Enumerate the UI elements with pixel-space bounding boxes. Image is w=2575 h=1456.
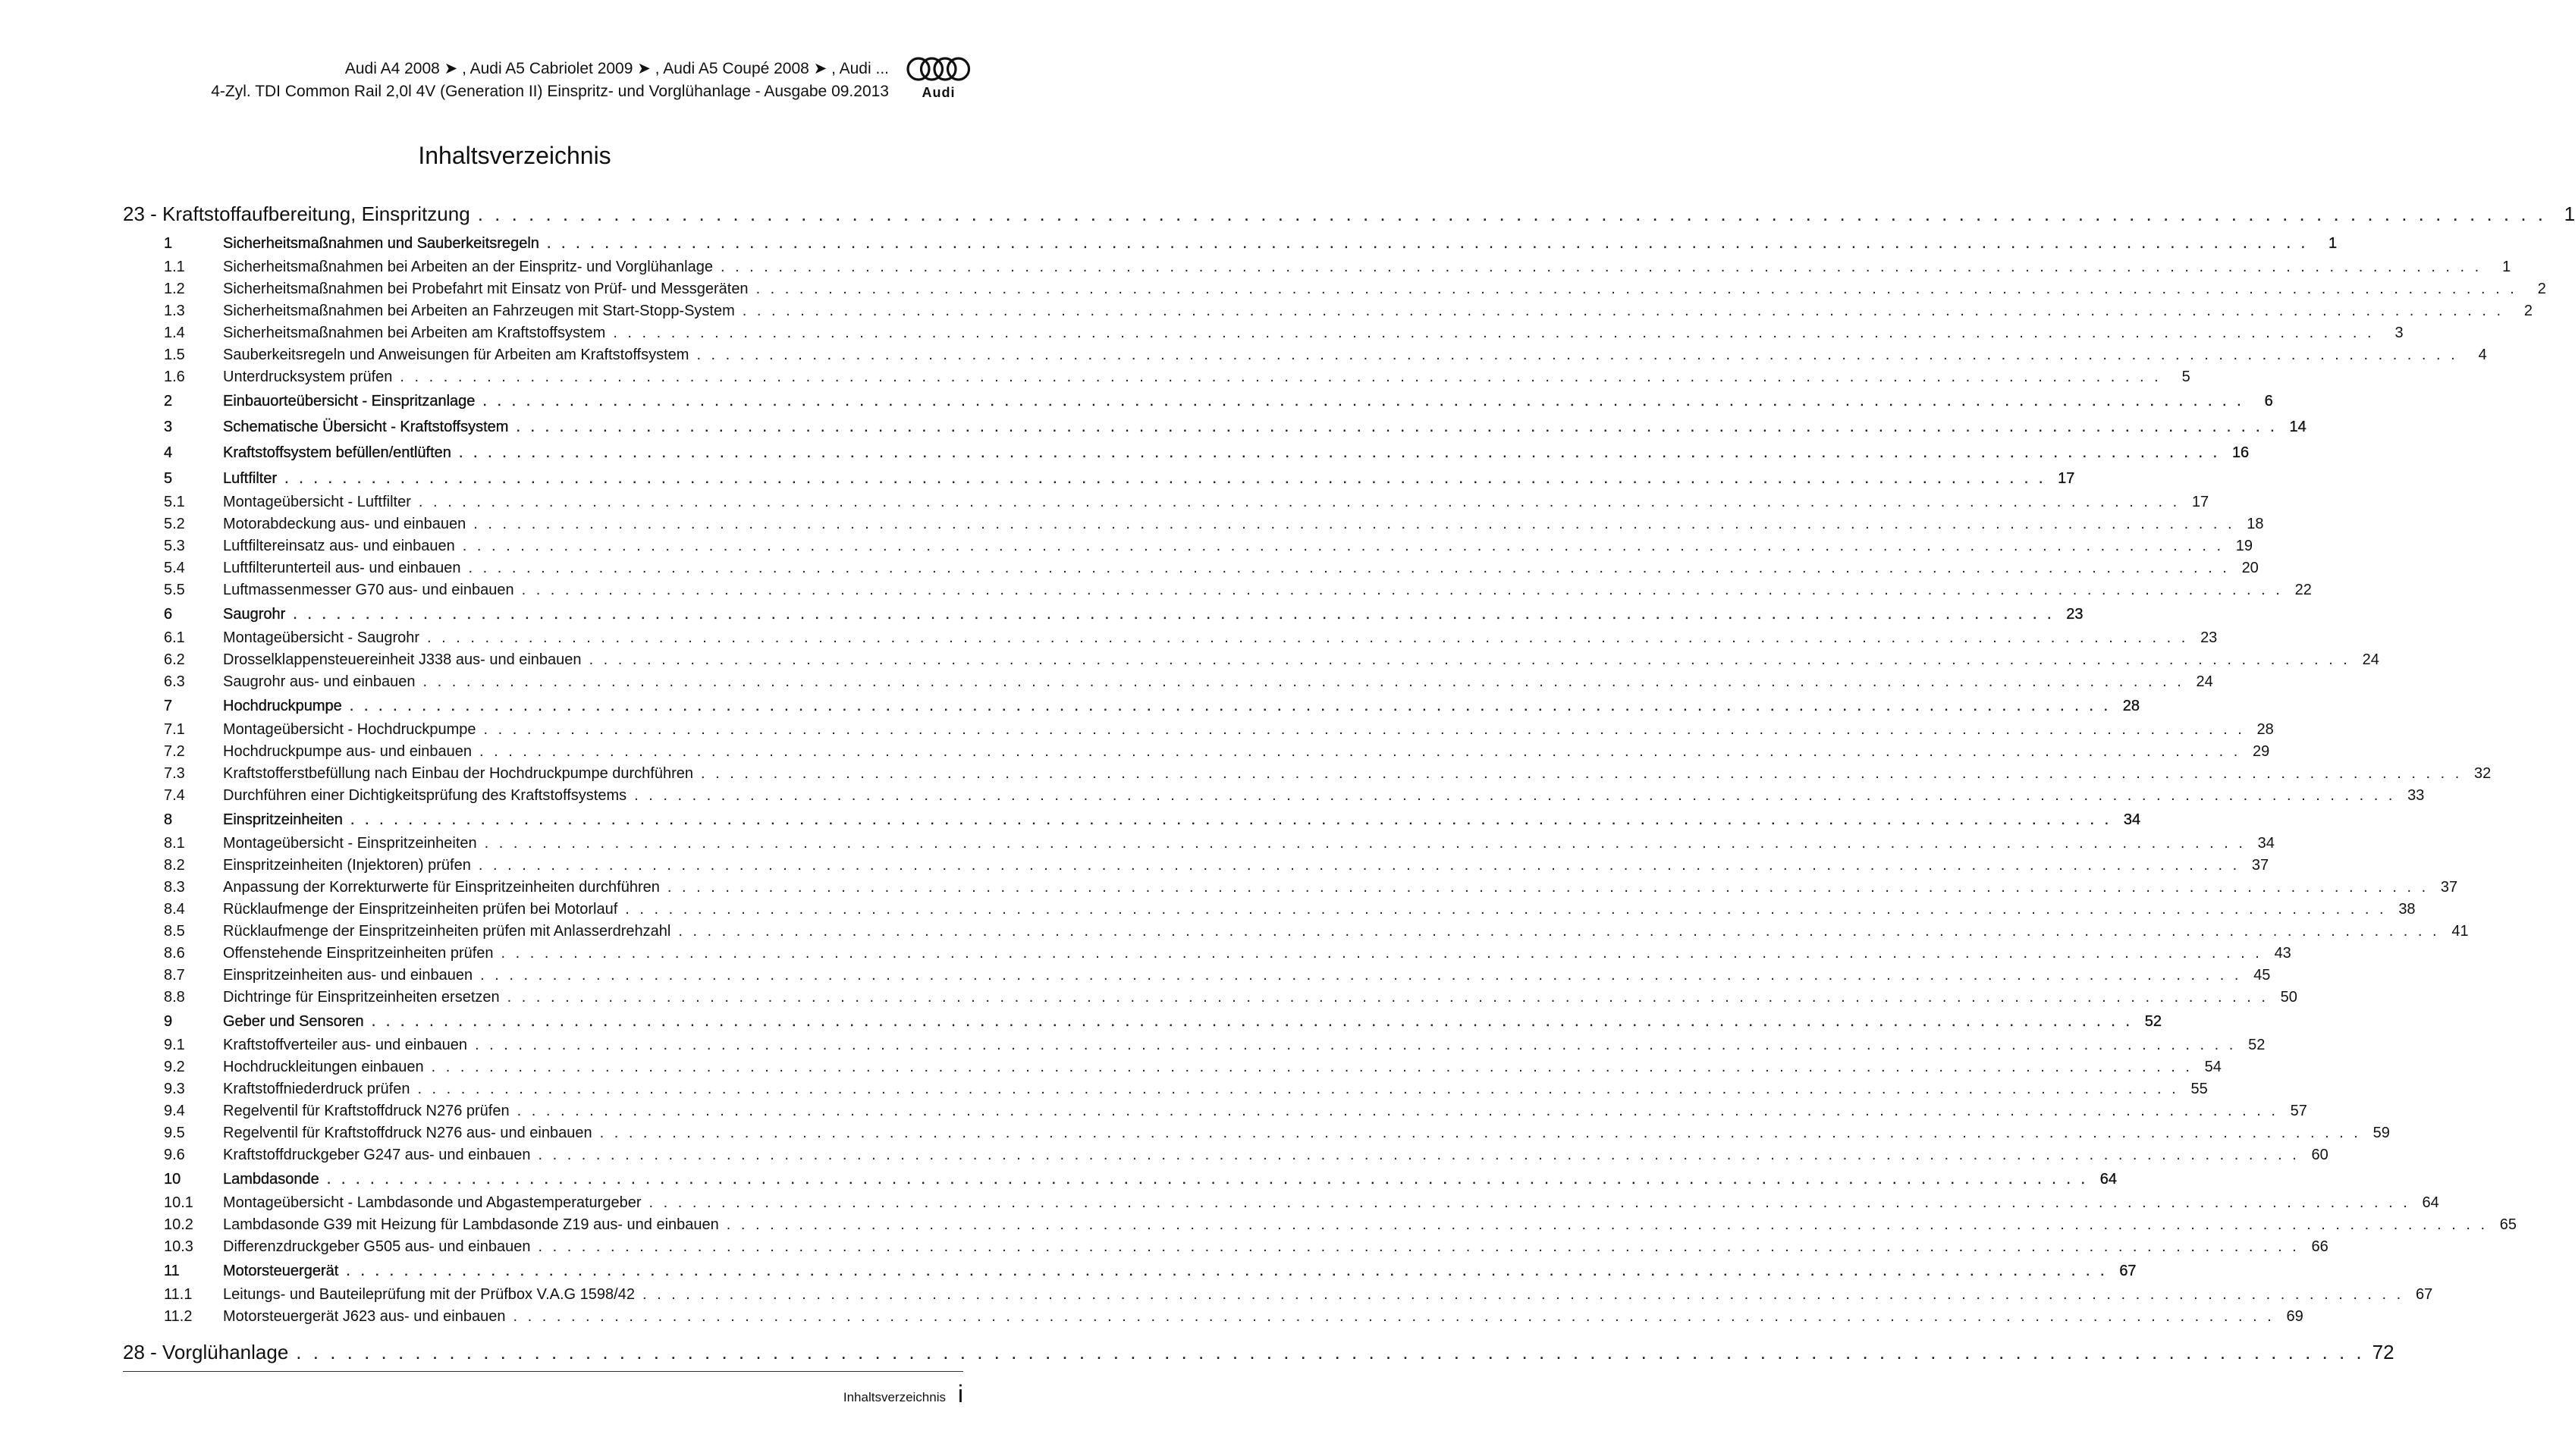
footer-page-number: i bbox=[957, 1380, 963, 1407]
toc-entry[interactable] bbox=[123, 1306, 2303, 1328]
toc-entry-number: 6 bbox=[164, 606, 173, 623]
toc-dot-leader bbox=[417, 1078, 2178, 1100]
toc-dot-leader bbox=[293, 601, 2054, 627]
toc-entry[interactable] bbox=[123, 877, 2458, 899]
toc-entry-title: Differenzdruckgeber G505 aus- und einbauen bbox=[223, 1238, 531, 1255]
toc-dot-leader bbox=[648, 1192, 2410, 1214]
toc-entry-page: 14 bbox=[2289, 419, 2307, 435]
toc-entry-title: Regelventil für Kraftstoffdruck N276 aus- und einbauen bbox=[223, 1125, 592, 1141]
toc-entry-number: 7.1 bbox=[164, 721, 185, 738]
toc-entry-number: 8.2 bbox=[164, 857, 185, 874]
toc-dot-leader bbox=[372, 1009, 2133, 1034]
toc-dot-leader bbox=[743, 300, 2504, 322]
toc-entry-page: 67 bbox=[2119, 1263, 2137, 1279]
toc-entry[interactable] bbox=[123, 693, 2140, 719]
toc-entry-page: 32 bbox=[2474, 765, 2492, 782]
toc-entry-page: 17 bbox=[2191, 494, 2209, 510]
toc-entry-title: Sicherheitsmaßnahmen bei Probefahrt mit Einsatz von Prüf- und Messgeräten bbox=[223, 281, 749, 297]
toc-entry-page: 34 bbox=[2257, 835, 2275, 852]
toc-dot-leader bbox=[522, 579, 2283, 601]
toc-entry-page: 1 bbox=[2502, 259, 2511, 275]
toc-entry-title: Luftfilterunterteil aus- und einbauen bbox=[223, 560, 461, 576]
toc-entry-number: 9.3 bbox=[164, 1081, 185, 1097]
toc-entry-number: 1.6 bbox=[164, 369, 185, 385]
toc-entry-number: 9.6 bbox=[164, 1147, 185, 1163]
toc-entry-title: Einspritzeinheiten bbox=[223, 811, 343, 828]
toc-entry-title: Regelventil für Kraftstoffdruck N276 prüfen bbox=[223, 1103, 510, 1119]
toc-entry[interactable] bbox=[123, 557, 2259, 579]
toc-dot-leader bbox=[469, 557, 2230, 579]
toc-entry[interactable] bbox=[123, 256, 2511, 278]
toc-dot-leader bbox=[634, 785, 2395, 807]
toc-entry-title: Durchführen einer Dichtigkeitsprüfung des Kraftstoffsystems bbox=[223, 787, 627, 804]
toc-entry-title: Einspritzeinheiten (Injektoren) prüfen bbox=[223, 857, 471, 874]
toc-entry[interactable] bbox=[123, 763, 2492, 785]
toc-entry[interactable] bbox=[123, 1034, 2266, 1056]
toc-entry[interactable] bbox=[123, 833, 2275, 855]
toc-entry-page: 18 bbox=[2247, 516, 2264, 532]
toc-entry[interactable] bbox=[123, 513, 2264, 535]
toc-dot-leader bbox=[701, 763, 2462, 785]
toc-entry-title: Luftfilter bbox=[223, 470, 278, 487]
audi-logo bbox=[906, 55, 971, 108]
toc-entry-title: Sauberkeitsregeln und Anweisungen für Arbeiten am Kraftstoffsystem bbox=[223, 347, 689, 363]
toc-entry-number: 11.1 bbox=[164, 1286, 193, 1303]
toc-entry-page: 43 bbox=[2274, 945, 2291, 962]
toc-entry[interactable] bbox=[123, 1144, 2328, 1166]
toc-dot-leader bbox=[513, 1306, 2274, 1328]
toc-entry[interactable] bbox=[123, 1236, 2328, 1258]
toc-entry[interactable] bbox=[123, 1284, 2433, 1306]
toc-entry-number: 1 bbox=[164, 235, 173, 252]
toc-entry-title: Montageübersicht - Hochdruckpumpe bbox=[223, 721, 476, 738]
toc-dot-leader bbox=[721, 256, 2482, 278]
toc-entry-number: 4 bbox=[164, 444, 173, 461]
toc-entry-title: Motorsteuergerät bbox=[223, 1263, 339, 1279]
toc-entry-page: 41 bbox=[2451, 923, 2469, 940]
toc-entry-title: Motorabdeckung aus- und einbauen bbox=[223, 516, 466, 532]
toc-entry-number: 7.4 bbox=[164, 787, 185, 804]
toc-entry[interactable] bbox=[123, 671, 2213, 693]
toc-dot-leader bbox=[485, 833, 2246, 855]
toc-entry-page: 69 bbox=[2286, 1308, 2303, 1325]
toc-dot-leader bbox=[473, 513, 2234, 535]
toc-entry-page: 59 bbox=[2372, 1125, 2390, 1141]
toc-entry-title: Luftfiltereinsatz aus- und einbauen bbox=[223, 538, 455, 554]
toc-entry[interactable] bbox=[123, 1166, 2118, 1192]
toc-entry-title: Hochdruckpumpe bbox=[223, 698, 342, 714]
toc-entry-title: Drosselklappensteuereinheit J338 aus- und einbauen bbox=[223, 651, 582, 668]
toc-dot-leader bbox=[459, 440, 2220, 466]
toc-entry-page: 16 bbox=[2231, 444, 2250, 461]
toc-entry-page: 23 bbox=[2200, 629, 2218, 646]
toc-entry-number: 5.2 bbox=[164, 516, 185, 532]
toc-entry-number: 7 bbox=[164, 698, 173, 714]
toc-entry-page: 4 bbox=[2478, 347, 2487, 363]
page-header bbox=[0, 0, 1029, 114]
toc-dot-leader bbox=[427, 627, 2188, 649]
toc-dot-leader bbox=[547, 231, 2308, 256]
toc-entry-page: 33 bbox=[2407, 787, 2425, 804]
toc-entry-title: Dichtringe für Einspritzeinheiten ersetzen bbox=[223, 989, 500, 1006]
toc-entry-title: Leitungs- und Bauteileprüfung mit der Prüfbox V.A.G 1598/42 bbox=[223, 1286, 635, 1303]
toc-entry-page: 72 bbox=[2372, 1341, 2394, 1363]
toc-entry[interactable] bbox=[123, 649, 2379, 671]
table-of-contents bbox=[123, 199, 2575, 1367]
toc-entry-page: 3 bbox=[2394, 325, 2404, 341]
toc-entry-title: Sicherheitsmaßnahmen und Sauberkeitsregeln bbox=[223, 235, 539, 252]
toc-entry-number: 8.7 bbox=[164, 967, 185, 984]
toc-dot-leader bbox=[475, 1034, 2236, 1056]
toc-entry-page: 37 bbox=[2440, 879, 2458, 896]
toc-dot-leader bbox=[538, 1236, 2299, 1258]
page-title: Inhaltsverzeichnis bbox=[418, 142, 611, 169]
footer-divider bbox=[123, 1371, 963, 1372]
toc-entry-number: 1.5 bbox=[164, 347, 185, 363]
toc-dot-leader bbox=[727, 1214, 2488, 1236]
toc-entry-title: Luftmassenmesser G70 aus- und einbauen bbox=[223, 582, 514, 598]
toc-entry-title: Kraftstofferstbefüllung nach Einbau der Hochdruckpumpe durchführen bbox=[223, 765, 694, 782]
audi-rings-icon bbox=[906, 55, 971, 83]
toc-entry-title: Kraftstoffverteiler aus- und einbauen bbox=[223, 1037, 468, 1053]
toc-entry-page: 66 bbox=[2311, 1238, 2328, 1255]
toc-entry[interactable] bbox=[123, 601, 2084, 627]
toc-entry-number: 10 bbox=[164, 1171, 181, 1188]
toc-entry[interactable] bbox=[123, 741, 2270, 763]
toc-entry-title: Saugrohr aus- und einbauen bbox=[223, 673, 416, 690]
toc-dot-leader bbox=[432, 1056, 2193, 1078]
toc-dot-leader bbox=[642, 1284, 2404, 1306]
toc-dot-leader bbox=[667, 877, 2429, 899]
toc-entry-number: 8.6 bbox=[164, 945, 185, 962]
toc-dot-leader bbox=[419, 491, 2180, 513]
toc-dot-leader bbox=[400, 366, 2161, 388]
toc-entry[interactable] bbox=[123, 855, 2269, 877]
toc-entry-number: 8.8 bbox=[164, 989, 185, 1006]
toc-entry-number: 8.1 bbox=[164, 835, 185, 852]
toc-entry-page: 45 bbox=[2253, 967, 2271, 984]
toc-entry-number: 11.2 bbox=[164, 1308, 193, 1325]
header-manual-subtitle: 4-Zyl. TDI Common Rail 2,0l 4V (Generation II) Einspritz- und Vorglühanlage - Ausgabe 09.2013 bbox=[211, 83, 889, 100]
toc-dot-leader bbox=[350, 807, 2112, 833]
toc-entry-title: Rücklaufmenge der Einspritzeinheiten prüfen bei Motorlauf bbox=[223, 901, 618, 918]
toc-entry[interactable] bbox=[123, 899, 2416, 921]
toc-entry-title: Schematische Übersicht - Kraftstoffsystem bbox=[223, 419, 509, 435]
toc-dot-leader bbox=[678, 921, 2439, 943]
toc-entry[interactable] bbox=[123, 943, 2291, 965]
toc-dot-leader bbox=[517, 1100, 2278, 1122]
toc-entry[interactable] bbox=[123, 627, 2218, 649]
toc-dot-leader bbox=[284, 466, 2046, 491]
footer-label: Inhaltsverzeichnis bbox=[843, 1390, 946, 1404]
toc-entry[interactable] bbox=[123, 1192, 2439, 1214]
toc-entry-title: Unterdrucksystem prüfen bbox=[223, 369, 393, 385]
toc-entry[interactable] bbox=[123, 440, 2250, 466]
toc-entry-page: 1 bbox=[2564, 202, 2575, 225]
toc-entry-number: 1.3 bbox=[164, 303, 185, 319]
toc-entry-number: 8.5 bbox=[164, 923, 185, 940]
toc-entry[interactable] bbox=[123, 388, 2273, 414]
toc-dot-leader bbox=[600, 1122, 2361, 1144]
toc-entry[interactable] bbox=[123, 1214, 2517, 1236]
toc-entry-title: 28 - Vorglühanlage bbox=[123, 1341, 289, 1363]
toc-entry-page: 34 bbox=[2123, 811, 2141, 828]
toc-entry-number: 2 bbox=[164, 393, 173, 410]
toc-entry-title: Saugrohr bbox=[223, 606, 286, 623]
toc-entry-page: 37 bbox=[2251, 857, 2269, 874]
toc-entry-page: 57 bbox=[2290, 1103, 2307, 1119]
toc-dot-leader bbox=[463, 535, 2224, 557]
toc-entry[interactable] bbox=[123, 322, 2404, 344]
toc-entry-number: 9.4 bbox=[164, 1103, 185, 1119]
toc-entry-title: Sicherheitsmaßnahmen bei Arbeiten an der Einspritz- und Vorglühanlage bbox=[223, 259, 713, 275]
toc-entry[interactable] bbox=[123, 491, 2209, 513]
toc-entry-page: 17 bbox=[2058, 470, 2075, 487]
toc-dot-leader bbox=[479, 741, 2241, 763]
toc-entry-number: 1.4 bbox=[164, 325, 185, 341]
toc-entry-page: 38 bbox=[2398, 901, 2416, 918]
toc-entry-number: 6.2 bbox=[164, 651, 185, 668]
toc-entry-number: 9.5 bbox=[164, 1125, 185, 1141]
toc-entry-title: Rücklaufmenge der Einspritzeinheiten prüfen mit Anlasserdrehzahl bbox=[223, 923, 671, 940]
toc-entry[interactable] bbox=[123, 579, 2312, 601]
toc-entry-title: Kraftstoffdruckgeber G247 aus- und einbauen bbox=[223, 1147, 531, 1163]
toc-entry[interactable] bbox=[123, 278, 2546, 300]
toc-entry-page: 22 bbox=[2294, 582, 2312, 598]
toc-entry-title: Einspritzeinheiten aus- und einbauen bbox=[223, 967, 473, 984]
toc-entry[interactable] bbox=[123, 965, 2271, 987]
toc-entry-number: 8 bbox=[164, 811, 173, 828]
toc-entry[interactable] bbox=[123, 1078, 2208, 1100]
toc-entry[interactable] bbox=[123, 1337, 2394, 1367]
toc-entry-number: 10.1 bbox=[164, 1194, 193, 1211]
toc-entry-title: Motorsteuergerät J623 aus- und einbauen bbox=[223, 1308, 506, 1325]
toc-entry-title: Montageübersicht - Luftfilter bbox=[223, 494, 411, 510]
toc-dot-leader bbox=[296, 1337, 2364, 1367]
toc-entry-number: 11 bbox=[164, 1263, 180, 1279]
toc-entry-page: 67 bbox=[2415, 1286, 2433, 1303]
toc-entry-page: 29 bbox=[2253, 743, 2270, 760]
toc-entry-title: Sicherheitsmaßnahmen bei Arbeiten am Kraftstoffsystem bbox=[223, 325, 606, 341]
toc-dot-leader bbox=[479, 855, 2240, 877]
toc-entry-title: Einbauorteübersicht - Einspritzanlage bbox=[223, 393, 476, 410]
toc-entry-page: 52 bbox=[2144, 1013, 2162, 1030]
toc-entry-number: 10.2 bbox=[164, 1216, 193, 1233]
toc-entry[interactable] bbox=[123, 921, 2469, 943]
toc-entry-title: Montageübersicht - Saugrohr bbox=[223, 629, 420, 646]
toc-entry-number: 9.1 bbox=[164, 1037, 185, 1053]
toc-entry[interactable] bbox=[123, 1009, 2162, 1034]
toc-entry-number: 6.1 bbox=[164, 629, 185, 646]
toc-entry-page: 5 bbox=[2181, 369, 2190, 385]
toc-entry-title: Lambdasonde G39 mit Heizung für Lambdasonde Z19 aus- und einbauen bbox=[223, 1216, 719, 1233]
toc-entry[interactable] bbox=[123, 344, 2487, 366]
toc-dot-leader bbox=[507, 987, 2269, 1009]
toc-entry[interactable] bbox=[123, 366, 2190, 388]
toc-entry[interactable] bbox=[123, 199, 2575, 229]
toc-dot-leader bbox=[756, 278, 2517, 300]
toc-entry-page: 1 bbox=[2328, 235, 2338, 252]
toc-entry-title: Geber und Sensoren bbox=[223, 1013, 364, 1030]
toc-entry-page: 20 bbox=[2241, 560, 2259, 576]
toc-entry-number: 8.4 bbox=[164, 901, 185, 918]
toc-dot-leader bbox=[482, 388, 2244, 414]
toc-entry-number: 9 bbox=[164, 1013, 173, 1030]
toc-entry-title: Lambdasonde bbox=[223, 1171, 319, 1188]
toc-dot-leader bbox=[516, 414, 2277, 440]
toc-entry[interactable] bbox=[123, 231, 2338, 256]
toc-entry-title: Montageübersicht - Lambdasonde und Abgastemperaturgeber bbox=[223, 1194, 642, 1211]
toc-entry-title: Kraftstoffniederdruck prüfen bbox=[223, 1081, 410, 1097]
toc-entry-number: 5.3 bbox=[164, 538, 185, 554]
toc-entry[interactable] bbox=[123, 535, 2253, 557]
toc-entry-title: Offenstehende Einspritzeinheiten prüfen bbox=[223, 945, 494, 962]
toc-dot-leader bbox=[423, 671, 2184, 693]
toc-entry-number: 5 bbox=[164, 470, 173, 487]
toc-dot-leader bbox=[346, 1258, 2107, 1284]
toc-entry-number: 10.3 bbox=[164, 1238, 193, 1255]
toc-entry-title: Hochdruckpumpe aus- und einbauen bbox=[223, 743, 472, 760]
toc-entry-number: 5.4 bbox=[164, 560, 185, 576]
toc-dot-leader bbox=[613, 322, 2374, 344]
toc-entry[interactable] bbox=[123, 785, 2425, 807]
toc-entry[interactable] bbox=[123, 1122, 2390, 1144]
toc-entry[interactable] bbox=[123, 1100, 2307, 1122]
toc-entry-number: 5.1 bbox=[164, 494, 185, 510]
toc-entry[interactable] bbox=[123, 807, 2141, 833]
toc-entry-page: 55 bbox=[2190, 1081, 2208, 1097]
toc-entry[interactable] bbox=[123, 1056, 2222, 1078]
toc-entry-page: 19 bbox=[2235, 538, 2253, 554]
toc-entry-page: 64 bbox=[2099, 1171, 2118, 1188]
toc-entry-number: 3 bbox=[164, 419, 173, 435]
toc-entry-page: 54 bbox=[2204, 1059, 2222, 1075]
toc-entry-page: 60 bbox=[2311, 1147, 2328, 1163]
toc-dot-leader bbox=[480, 965, 2241, 987]
toc-dot-leader bbox=[625, 899, 2386, 921]
toc-entry-number: 9.2 bbox=[164, 1059, 185, 1075]
toc-entry[interactable] bbox=[123, 719, 2274, 741]
toc-dot-leader bbox=[589, 649, 2350, 671]
toc-dot-leader bbox=[478, 199, 2546, 229]
toc-entry-page: 28 bbox=[2256, 721, 2274, 738]
toc-entry-page: 6 bbox=[2264, 393, 2273, 410]
toc-entry-page: 2 bbox=[2523, 303, 2533, 319]
toc-entry-page: 64 bbox=[2422, 1194, 2439, 1211]
toc-entry-number: 8.3 bbox=[164, 879, 185, 896]
toc-dot-leader bbox=[484, 719, 2245, 741]
toc-entry[interactable] bbox=[123, 1258, 2137, 1284]
toc-entry-page: 52 bbox=[2248, 1037, 2266, 1053]
toc-entry-title: Kraftstoffsystem befüllen/entlüften bbox=[223, 444, 451, 461]
toc-dot-leader bbox=[350, 693, 2111, 719]
toc-entry-title: Montageübersicht - Einspritzeinheiten bbox=[223, 835, 477, 852]
toc-entry-page: 28 bbox=[2122, 698, 2140, 714]
toc-entry[interactable] bbox=[123, 987, 2297, 1009]
toc-entry-title: Hochdruckleitungen einbauen bbox=[223, 1059, 424, 1075]
toc-entry[interactable] bbox=[123, 300, 2533, 322]
toc-entry-page: 23 bbox=[2066, 606, 2084, 623]
header-vehicle-models: Audi A4 2008 ➤ , Audi A5 Cabriolet 2009 ➤ , Audi A5 Coupé 2008 ➤ , Audi ... bbox=[344, 60, 889, 77]
toc-entry-title: Anpassung der Korrekturwerte für Einspritzeinheiten durchführen bbox=[223, 879, 660, 896]
toc-entry-title: 23 - Kraftstoffaufbereitung, Einspritzung bbox=[123, 202, 470, 225]
toc-entry-page: 24 bbox=[2362, 651, 2379, 668]
toc-entry-page: 24 bbox=[2196, 673, 2213, 690]
toc-dot-leader bbox=[538, 1144, 2299, 1166]
toc-entry-page: 2 bbox=[2537, 281, 2546, 297]
toc-dot-leader bbox=[501, 943, 2263, 965]
toc-entry-number: 5.5 bbox=[164, 582, 185, 598]
toc-entry-number: 6.3 bbox=[164, 673, 185, 690]
toc-entry-number: 1.2 bbox=[164, 281, 185, 297]
toc-dot-leader bbox=[327, 1166, 2088, 1192]
toc-entry-number: 7.3 bbox=[164, 765, 185, 782]
toc-entry-title: Sicherheitsmaßnahmen bei Arbeiten an Fahrzeugen mit Start-Stopp-System bbox=[223, 303, 735, 319]
audi-wordmark: Audi bbox=[922, 85, 956, 100]
toc-entry[interactable] bbox=[123, 414, 2307, 440]
toc-entry[interactable] bbox=[123, 466, 2075, 491]
toc-entry-page: 50 bbox=[2280, 989, 2297, 1006]
toc-entry-page: 65 bbox=[2499, 1216, 2517, 1233]
toc-entry-number: 1.1 bbox=[164, 259, 185, 275]
toc-entry-number: 7.2 bbox=[164, 743, 185, 760]
toc-dot-leader bbox=[696, 344, 2457, 366]
